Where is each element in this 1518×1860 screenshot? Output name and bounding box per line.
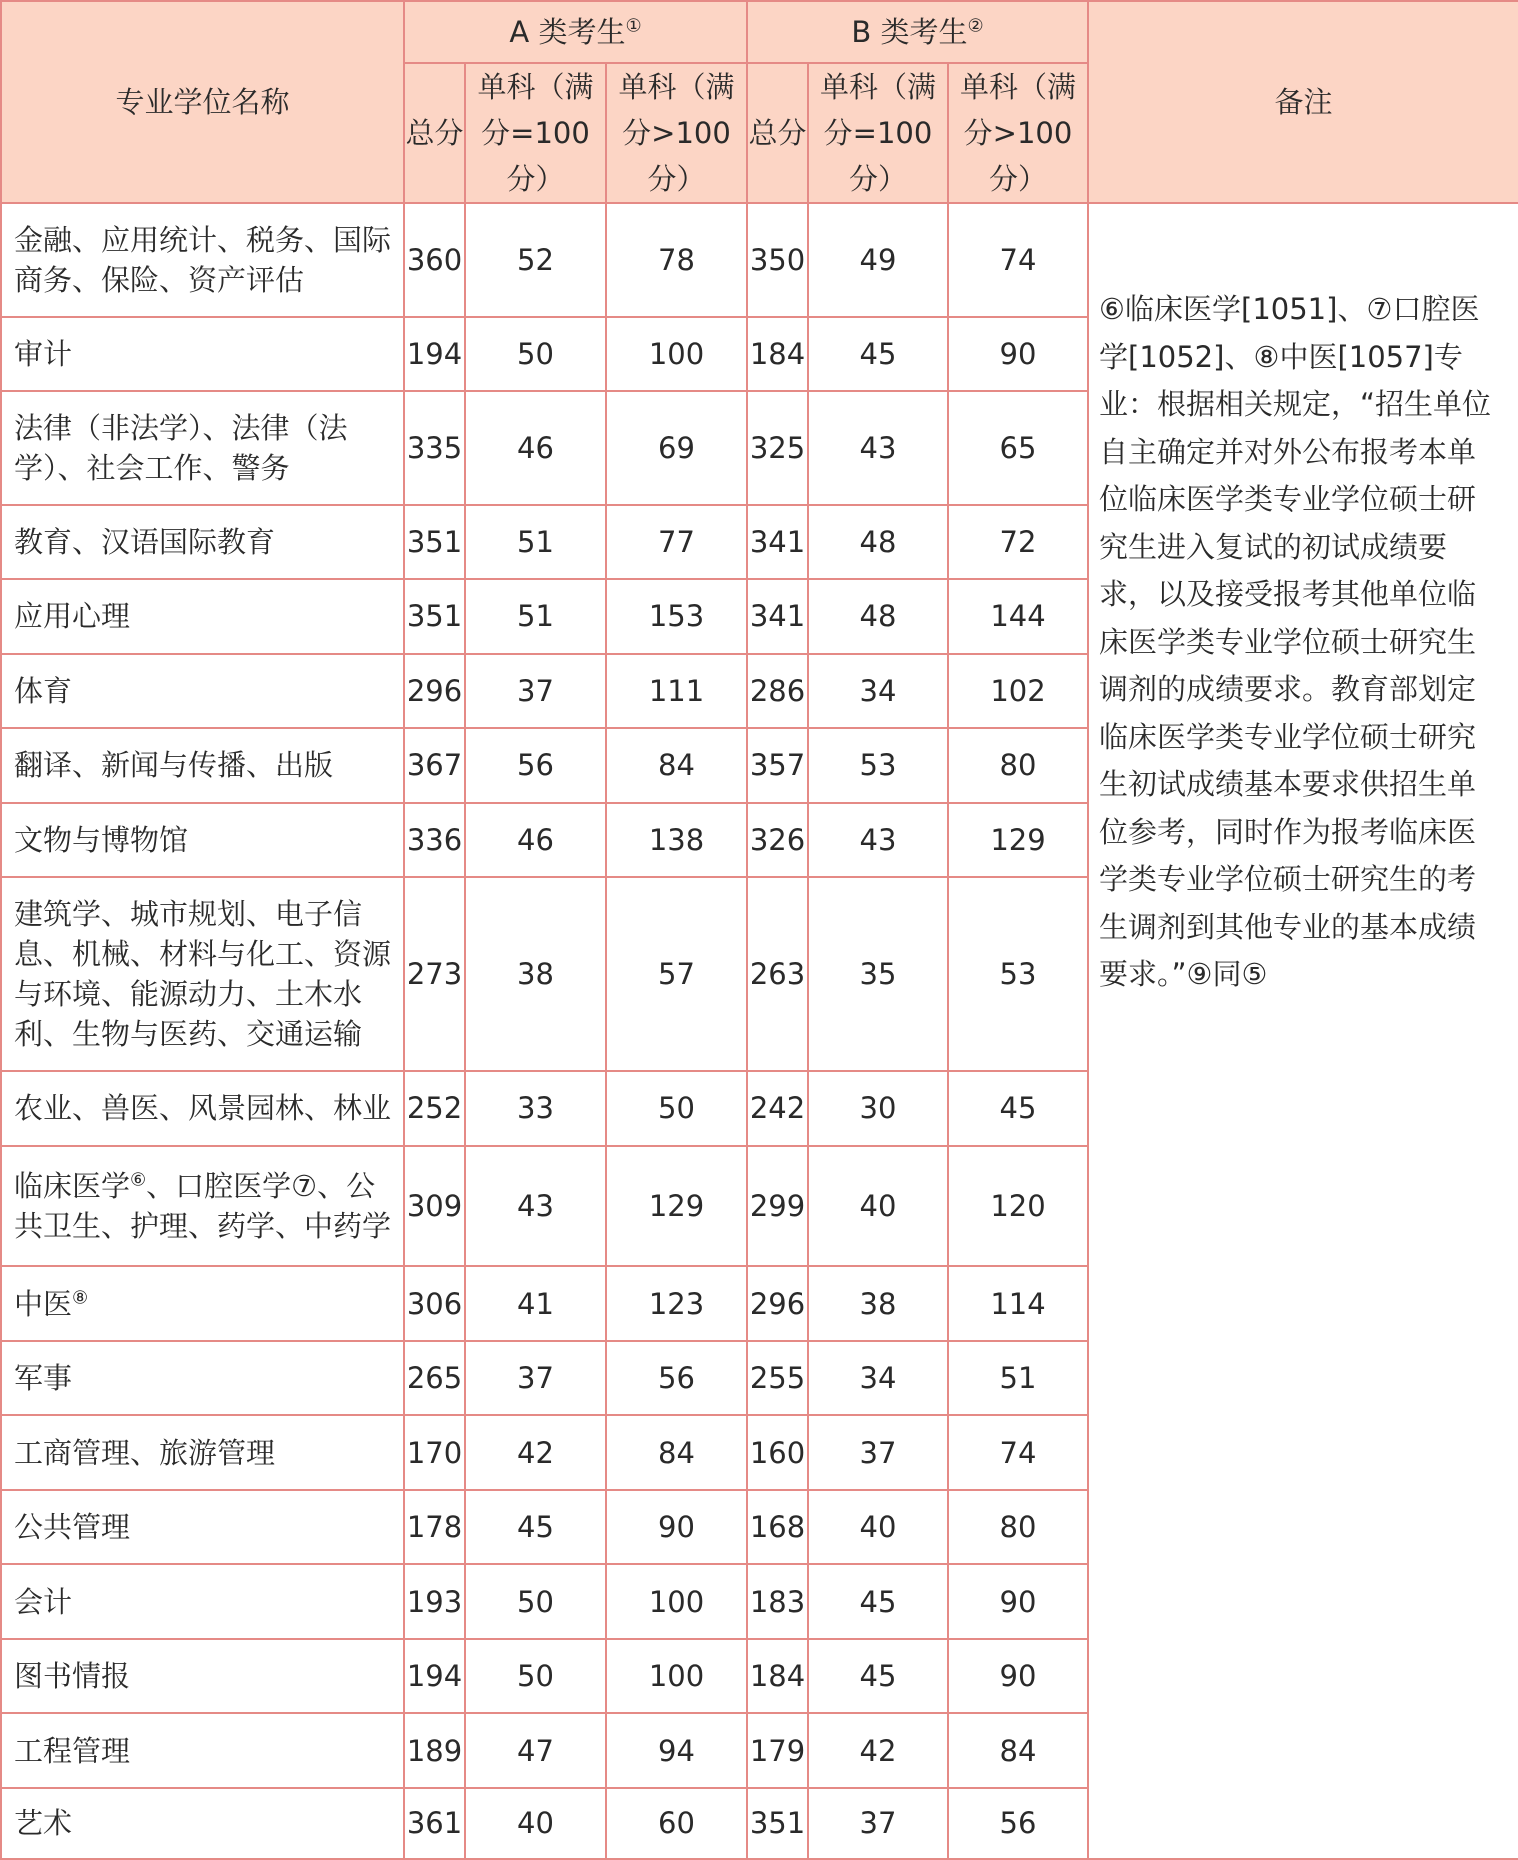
major-name: 审计	[1, 317, 404, 392]
b-total: 357	[747, 728, 808, 803]
b-single-gt100: 114	[948, 1266, 1088, 1341]
a-single-gt100: 111	[606, 654, 747, 729]
header-group-b	[747, 1, 1088, 63]
b-total: 179	[747, 1713, 808, 1788]
a-single-gt100: 138	[606, 803, 747, 878]
b-single-gt100: 56	[948, 1788, 1088, 1859]
b-single-gt100: 53	[948, 877, 1088, 1071]
a-total: 193	[404, 1564, 465, 1639]
a-single-gt100: 57	[606, 877, 747, 1071]
a-single-gt100: 84	[606, 1415, 747, 1490]
a-total: 194	[404, 1639, 465, 1714]
a-total: 178	[404, 1490, 465, 1565]
table-row	[1, 203, 1518, 317]
a-single-eq100: 52	[465, 203, 606, 317]
b-single-gt100: 90	[948, 1639, 1088, 1714]
b-single-eq100: 35	[808, 877, 948, 1071]
a-single-eq100: 50	[465, 1564, 606, 1639]
remark-note: ⑥临床医学[1051]、⑦口腔医学[1052]、⑧中医[1057]专业：根据相关规定，“招生单位自主确定并对外公布报考本单位临床医学类专业学位硕士研究生进入复试的初试成绩要求，以及接受报考其他单位临床医学类专业学位硕士研究生调剂的成绩要求。教育部划定临床医学类专业学位硕士研究生初试成绩基本要求供招生单位参考，同时作为报考临床医学类专业学位硕士研究生的考生调剂到其他专业的基本成绩要求。”⑨同⑤	[1088, 203, 1518, 1859]
b-total: 299	[747, 1146, 808, 1267]
b-total: 255	[747, 1341, 808, 1416]
a-single-eq100: 50	[465, 1639, 606, 1714]
group-a-footnote-mark: ①	[625, 15, 642, 37]
header-a-single-gt100: 单科（满分>100 分）	[606, 63, 747, 203]
major-name: 农业、兽医、风景园林、林业	[1, 1071, 404, 1146]
b-total: 341	[747, 505, 808, 580]
b-single-gt100: 90	[948, 317, 1088, 392]
header-b-total: 总分	[747, 63, 808, 203]
a-total: 336	[404, 803, 465, 878]
b-single-eq100: 40	[808, 1490, 948, 1565]
b-total: 350	[747, 203, 808, 317]
b-single-gt100: 90	[948, 1564, 1088, 1639]
group-b-label: B 类考生	[851, 15, 968, 49]
header-a-single-eq100: 单科（满分=100 分）	[465, 63, 606, 203]
b-single-eq100: 43	[808, 391, 948, 505]
a-total: 309	[404, 1146, 465, 1267]
b-single-eq100: 34	[808, 1341, 948, 1416]
a-single-eq100: 37	[465, 654, 606, 729]
group-a-label: A 类考生	[509, 15, 626, 49]
b-total: 263	[747, 877, 808, 1071]
major-name: 文物与博物馆	[1, 803, 404, 878]
a-single-gt100: 69	[606, 391, 747, 505]
b-total: 184	[747, 1639, 808, 1714]
a-total: 194	[404, 317, 465, 392]
b-single-eq100: 30	[808, 1071, 948, 1146]
major-name: 临床医学⑥、口腔医学⑦、公共卫生、护理、药学、中药学	[1, 1146, 404, 1267]
b-total: 326	[747, 803, 808, 878]
b-single-gt100: 74	[948, 203, 1088, 317]
a-single-gt100: 56	[606, 1341, 747, 1416]
b-total: 184	[747, 317, 808, 392]
a-total: 351	[404, 579, 465, 654]
a-single-gt100: 153	[606, 579, 747, 654]
a-single-gt100: 78	[606, 203, 747, 317]
footnote-mark: ⑥	[130, 1169, 147, 1191]
b-single-eq100: 45	[808, 317, 948, 392]
b-single-eq100: 37	[808, 1415, 948, 1490]
major-name: 金融、应用统计、税务、国际商务、保险、资产评估	[1, 203, 404, 317]
b-total: 168	[747, 1490, 808, 1565]
a-single-gt100: 84	[606, 728, 747, 803]
major-name: 翻译、新闻与传播、出版	[1, 728, 404, 803]
a-single-gt100: 60	[606, 1788, 747, 1859]
a-total: 189	[404, 1713, 465, 1788]
major-name: 军事	[1, 1341, 404, 1416]
header-a-total: 总分	[404, 63, 465, 203]
a-single-eq100: 51	[465, 579, 606, 654]
b-single-gt100: 51	[948, 1341, 1088, 1416]
major-name: 图书情报	[1, 1639, 404, 1714]
a-single-eq100: 40	[465, 1788, 606, 1859]
a-single-gt100: 123	[606, 1266, 747, 1341]
b-single-gt100: 129	[948, 803, 1088, 878]
b-single-eq100: 53	[808, 728, 948, 803]
b-single-eq100: 43	[808, 803, 948, 878]
a-single-gt100: 77	[606, 505, 747, 580]
b-single-gt100: 80	[948, 1490, 1088, 1565]
b-total: 351	[747, 1788, 808, 1859]
a-single-gt100: 100	[606, 1564, 747, 1639]
b-single-eq100: 48	[808, 579, 948, 654]
a-single-gt100: 50	[606, 1071, 747, 1146]
b-single-gt100: 102	[948, 654, 1088, 729]
a-single-eq100: 46	[465, 803, 606, 878]
a-single-eq100: 56	[465, 728, 606, 803]
a-single-eq100: 51	[465, 505, 606, 580]
b-total: 341	[747, 579, 808, 654]
b-single-gt100: 84	[948, 1713, 1088, 1788]
b-single-eq100: 38	[808, 1266, 948, 1341]
a-total: 170	[404, 1415, 465, 1490]
major-name: 法律（非法学）、法律（法学）、社会工作、警务	[1, 391, 404, 505]
header-b-single-gt100: 单科（满分>100 分）	[948, 63, 1088, 203]
b-single-eq100: 49	[808, 203, 948, 317]
a-single-eq100: 43	[465, 1146, 606, 1267]
a-single-gt100: 90	[606, 1490, 747, 1565]
header-group-a	[404, 1, 747, 63]
a-total: 252	[404, 1071, 465, 1146]
b-total: 242	[747, 1071, 808, 1146]
a-single-eq100: 47	[465, 1713, 606, 1788]
a-total: 265	[404, 1341, 465, 1416]
a-single-eq100: 46	[465, 391, 606, 505]
b-single-gt100: 72	[948, 505, 1088, 580]
b-single-gt100: 80	[948, 728, 1088, 803]
a-single-gt100: 100	[606, 1639, 747, 1714]
group-b-footnote-mark: ②	[967, 15, 984, 37]
a-single-eq100: 41	[465, 1266, 606, 1341]
major-name: 工程管理	[1, 1713, 404, 1788]
header-major-name: 专业学位名称	[1, 1, 404, 203]
b-total: 325	[747, 391, 808, 505]
a-total: 361	[404, 1788, 465, 1859]
a-total: 360	[404, 203, 465, 317]
major-name: 教育、汉语国际教育	[1, 505, 404, 580]
a-total: 296	[404, 654, 465, 729]
major-name: 艺术	[1, 1788, 404, 1859]
b-single-gt100: 45	[948, 1071, 1088, 1146]
major-name: 公共管理	[1, 1490, 404, 1565]
a-total: 351	[404, 505, 465, 580]
major-name: 建筑学、城市规划、电子信息、机械、材料与化工、资源与环境、能源动力、土木水利、生物与医药、交通运输	[1, 877, 404, 1071]
a-single-eq100: 37	[465, 1341, 606, 1416]
b-single-eq100: 37	[808, 1788, 948, 1859]
header-remark: 备注	[1088, 1, 1518, 203]
a-single-eq100: 38	[465, 877, 606, 1071]
footnote-mark: ⑧	[72, 1286, 89, 1308]
b-single-eq100: 40	[808, 1146, 948, 1267]
major-name: 会计	[1, 1564, 404, 1639]
a-single-eq100: 33	[465, 1071, 606, 1146]
major-name: 应用心理	[1, 579, 404, 654]
a-single-gt100: 94	[606, 1713, 747, 1788]
b-single-gt100: 120	[948, 1146, 1088, 1267]
b-single-eq100: 45	[808, 1639, 948, 1714]
major-name: 工商管理、旅游管理	[1, 1415, 404, 1490]
a-single-eq100: 45	[465, 1490, 606, 1565]
a-single-gt100: 100	[606, 317, 747, 392]
b-single-gt100: 74	[948, 1415, 1088, 1490]
b-single-gt100: 65	[948, 391, 1088, 505]
b-total: 183	[747, 1564, 808, 1639]
b-single-gt100: 144	[948, 579, 1088, 654]
a-total: 306	[404, 1266, 465, 1341]
a-total: 367	[404, 728, 465, 803]
b-single-eq100: 34	[808, 654, 948, 729]
major-name: 中医⑧	[1, 1266, 404, 1341]
a-single-eq100: 42	[465, 1415, 606, 1490]
b-total: 160	[747, 1415, 808, 1490]
header-b-single-eq100: 单科（满分=100 分）	[808, 63, 948, 203]
a-single-eq100: 50	[465, 317, 606, 392]
a-single-gt100: 129	[606, 1146, 747, 1267]
b-single-eq100: 45	[808, 1564, 948, 1639]
b-single-eq100: 42	[808, 1713, 948, 1788]
b-total: 296	[747, 1266, 808, 1341]
b-single-eq100: 48	[808, 505, 948, 580]
b-total: 286	[747, 654, 808, 729]
a-total: 273	[404, 877, 465, 1071]
major-name: 体育	[1, 654, 404, 729]
a-total: 335	[404, 391, 465, 505]
